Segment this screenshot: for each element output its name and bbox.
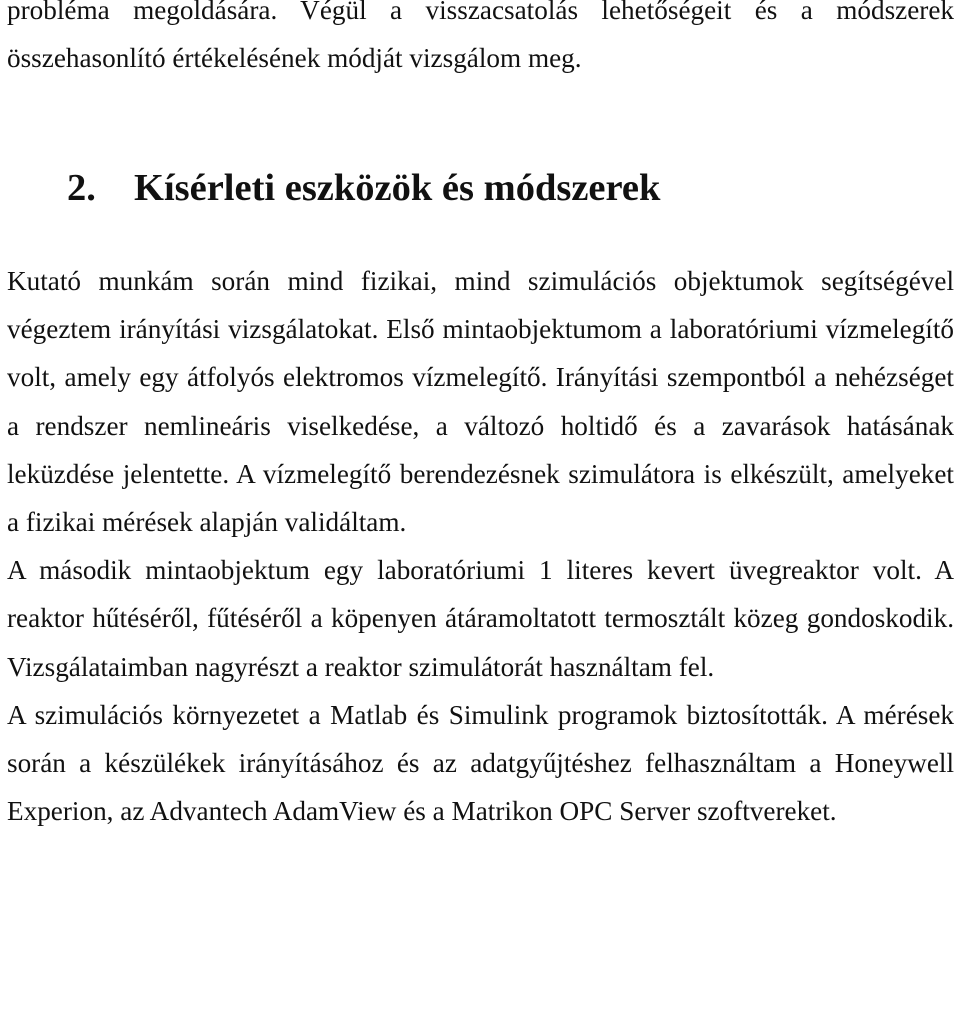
document-page: [7, 0, 954, 827]
paragraph-software: A szimulációs környezetet a Matlab és Simulink programok biztosították. A mérések során a készülékek irányításához és az adatgyűjtéshez felhasználtam a Honeywell Experion, az Advantech AdamView és a Matrikon OPC Server szoftvereket.: [7, 699, 954, 827]
paragraph-research-objects: Kutató munkám során mind fizikai, mind szimulációs objektumok segítségével végeztem irányítási vizsgálatokat. Első mintaobjektumom a laboratóriumi vízmelegítő volt, amely egy átfolyós elektromos vízmelegítő. Irányítási szempontból a nehézséget a rendszer nemlineáris viselkedése, a változó holtidő és a zavarások hatásának leküzdése jelentette. A vízmelegítő berendezésnek szimulátora is elkészült, amelyeket a fizikai mérések alapján validáltam.: [7, 266, 954, 538]
section-number: 2.: [67, 167, 96, 209]
paragraph-reactor: A második mintaobjektum egy laboratóriumi 1 literes kevert üvegreaktor volt. A reaktor hűtéséről, fűtéséről a köpenyen átáramoltatott termosztált közeg gondoskodik. Vizsgálataimban nagyrészt a reaktor szimulátorát használtam fel.: [7, 555, 954, 682]
section-heading: [67, 162, 660, 214]
section-title: Kísérleti eszközök és módszerek: [134, 167, 661, 209]
section-body: [7, 257, 954, 835]
intro-paragraph: probléma megoldására. Végül a visszacsatolás lehetőségeit és a módszerek összehasonlító értékelésének módját vizsgálom meg.: [7, 0, 954, 74]
